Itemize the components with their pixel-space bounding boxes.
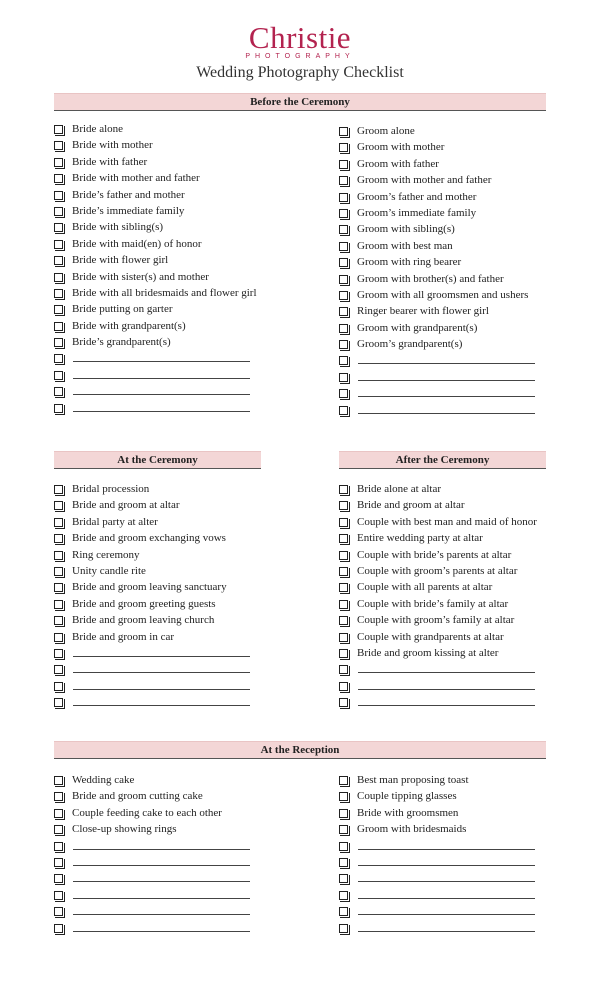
checklist-item — [339, 530, 579, 546]
checkbox[interactable] — [339, 891, 348, 900]
checkbox[interactable] — [339, 143, 348, 152]
checklist-item-label: Bridal procession — [72, 483, 150, 495]
blank-write-in-line[interactable] — [358, 413, 535, 414]
checklist-item — [339, 205, 579, 221]
checklist-item — [54, 269, 314, 285]
checklist-item-label: Groom with mother — [357, 141, 445, 154]
checkbox[interactable] — [54, 207, 63, 216]
checklist-item-label: Bride putting on garter — [72, 303, 173, 316]
checkbox[interactable] — [54, 600, 63, 609]
checklist-item — [339, 385, 579, 401]
checkbox[interactable] — [339, 858, 348, 867]
section-heading-reception: At the Reception — [54, 741, 546, 759]
checklist-item-label: Groom’s grandparent(s) — [357, 338, 463, 351]
checklist-item-label: Groom with ring bearer — [357, 256, 462, 269]
checklist-item — [339, 369, 579, 385]
checklist-item — [54, 219, 314, 235]
blank-write-in-line[interactable] — [358, 849, 535, 850]
checkbox[interactable] — [339, 356, 348, 365]
checklist-item — [54, 629, 314, 645]
checkbox[interactable] — [54, 191, 63, 200]
checklist-item-label: Groom with all groomsmen and ushers — [357, 288, 529, 301]
checklist-item — [339, 678, 579, 694]
checkbox[interactable] — [339, 340, 348, 349]
checklist-item-label: Groom’s father and mother — [357, 190, 477, 203]
checklist-item-label: Couple with bride’s family at altar — [357, 597, 509, 610]
reception-right-list — [339, 772, 579, 936]
checkbox[interactable] — [339, 275, 348, 284]
checkbox[interactable] — [339, 160, 348, 169]
checklist-item-label: Bride and groom greeting guests — [72, 597, 216, 610]
checkbox[interactable] — [54, 371, 63, 380]
checklist-item — [54, 870, 314, 886]
checklist-item-label: Groom with best man — [357, 239, 453, 252]
blank-write-in-line[interactable] — [358, 672, 535, 673]
checklist-item-label: Unity candle rite — [72, 564, 146, 577]
blank-write-in-line[interactable] — [73, 361, 250, 362]
checkbox[interactable] — [54, 924, 63, 933]
checkbox[interactable] — [339, 551, 348, 560]
checklist-item — [339, 336, 579, 352]
checklist-item — [339, 805, 579, 821]
blank-write-in-line[interactable] — [358, 865, 535, 866]
checklist-item-label: Bride and groom leaving sanctuary — [72, 581, 227, 594]
checkbox[interactable] — [54, 354, 63, 363]
checklist-item-label: Bride with sibling(s) — [72, 221, 164, 234]
checklist-item — [54, 170, 314, 186]
checkbox[interactable] — [54, 305, 63, 314]
checklist-item — [339, 870, 579, 886]
checklist-item-label: Bride and groom at altar — [72, 499, 180, 512]
checkbox[interactable] — [54, 616, 63, 625]
blank-write-in-line[interactable] — [73, 411, 250, 412]
checklist-item-label: Wedding cake — [72, 774, 135, 786]
checklist-item — [339, 320, 579, 336]
blank-write-in-line[interactable] — [358, 931, 535, 932]
checklist-item-label: Couple with best man and maid of honor — [357, 515, 537, 528]
checkbox[interactable] — [339, 825, 348, 834]
checklist-item — [54, 805, 314, 821]
checklist-item — [339, 172, 579, 188]
checkbox[interactable] — [54, 223, 63, 232]
checkbox[interactable] — [339, 698, 348, 707]
checklist-item — [339, 271, 579, 287]
checklist-item — [54, 903, 314, 919]
checklist-item — [54, 645, 314, 661]
checklist-item-label: Bride and groom exchanging vows — [72, 532, 226, 545]
checklist-item — [54, 121, 314, 137]
checklist-item — [54, 350, 314, 366]
blank-write-in-line[interactable] — [358, 380, 535, 381]
section-heading-after-ceremony: After the Ceremony — [339, 451, 546, 469]
checklist-item — [339, 563, 579, 579]
checkbox[interactable] — [54, 583, 63, 592]
blank-write-in-line[interactable] — [73, 865, 250, 866]
checklist-item-label: Bride alone — [72, 123, 124, 135]
checklist-item-label: Groom with brother(s) and father — [357, 272, 504, 285]
checklist-item — [339, 661, 579, 677]
checkbox[interactable] — [54, 567, 63, 576]
checkbox[interactable] — [339, 242, 348, 251]
checklist-item — [54, 301, 314, 317]
blank-write-in-line[interactable] — [73, 931, 250, 932]
checklist-item-label: Bride and groom kissing at alter — [357, 646, 499, 659]
checkbox[interactable] — [54, 387, 63, 396]
checkbox[interactable] — [339, 373, 348, 382]
checklist-item-label: Bride with groomsmen — [357, 806, 459, 819]
checkbox[interactable] — [54, 322, 63, 331]
checkbox[interactable] — [54, 174, 63, 183]
checklist-item-label: Entire wedding party at altar — [357, 532, 483, 545]
checkbox[interactable] — [54, 501, 63, 510]
checkbox[interactable] — [339, 809, 348, 818]
blank-write-in-line[interactable] — [73, 378, 250, 379]
blank-write-in-line[interactable] — [358, 898, 535, 899]
checklist-item-label: Bride and groom in car — [72, 630, 175, 643]
checkbox[interactable] — [54, 404, 63, 413]
checklist-item — [54, 563, 314, 579]
checkbox[interactable] — [339, 649, 348, 658]
checkbox[interactable] — [339, 307, 348, 316]
checkbox[interactable] — [54, 158, 63, 167]
checkbox[interactable] — [339, 600, 348, 609]
checklist-item — [54, 154, 314, 170]
checklist-item-label: Couple feeding cake to each other — [72, 806, 222, 819]
checklist-item — [339, 645, 579, 661]
checklist-item — [339, 497, 579, 513]
checkbox[interactable] — [339, 665, 348, 674]
checkbox[interactable] — [54, 665, 63, 674]
checkbox[interactable] — [54, 907, 63, 916]
checklist-item-label: Groom with grandparent(s) — [357, 321, 478, 334]
checklist-item — [339, 596, 579, 612]
checkbox[interactable] — [339, 225, 348, 234]
checklist-item — [54, 596, 314, 612]
blank-write-in-line[interactable] — [73, 689, 250, 690]
checklist-item-label: Bride and groom at altar — [357, 499, 465, 512]
checklist-item — [54, 137, 314, 153]
checklist-item-label: Couple with groom’s parents at altar — [357, 564, 518, 577]
checkbox[interactable] — [54, 551, 63, 560]
checkbox[interactable] — [54, 485, 63, 494]
checklist-item-label: Close-up showing rings — [72, 823, 177, 836]
checklist-item — [54, 285, 314, 301]
blank-write-in-line[interactable] — [73, 881, 250, 882]
checklist-item-label: Bride and groom leaving church — [72, 614, 215, 627]
checklist-item — [339, 887, 579, 903]
logo-wordmark: Christie — [248, 20, 352, 55]
checkbox[interactable] — [339, 907, 348, 916]
checkbox[interactable] — [54, 649, 63, 658]
checkbox[interactable] — [54, 825, 63, 834]
checkbox[interactable] — [339, 567, 348, 576]
checklist-item — [54, 838, 314, 854]
checklist-item — [54, 383, 314, 399]
checkbox[interactable] — [54, 273, 63, 282]
checklist-item-label: Couple with groom’s family at altar — [357, 614, 515, 627]
checklist-item-label: Groom with bridesmaids — [357, 823, 467, 836]
checklist-item — [54, 203, 314, 219]
checklist-item-label: Couple with grandparents at altar — [357, 630, 504, 643]
logo — [0, 22, 600, 61]
checkbox[interactable] — [339, 792, 348, 801]
checklist-item — [54, 661, 314, 677]
checklist-item-label: Ringer bearer with flower girl — [357, 305, 489, 318]
checklist-item — [339, 854, 579, 870]
checklist-item — [54, 612, 314, 628]
checklist-item-label: Bride’s immediate family — [72, 204, 185, 217]
reception-left-list — [54, 772, 314, 936]
checklist-item-label: Bride alone at altar — [357, 483, 441, 495]
checkbox[interactable] — [339, 924, 348, 933]
checklist-item — [339, 629, 579, 645]
checkbox[interactable] — [339, 258, 348, 267]
after-ceremony-list — [339, 481, 579, 710]
checklist-item — [54, 400, 314, 416]
checklist-item — [339, 821, 579, 837]
checklist-item — [339, 772, 579, 788]
checklist-item — [339, 612, 579, 628]
checkbox[interactable] — [339, 842, 348, 851]
before-ceremony-groom-list — [339, 123, 579, 418]
checkbox[interactable] — [54, 698, 63, 707]
blank-write-in-line[interactable] — [73, 672, 250, 673]
checklist-item — [339, 920, 579, 936]
checklist-item — [339, 481, 579, 497]
checklist-item — [54, 497, 314, 513]
checkbox[interactable] — [54, 289, 63, 298]
checkbox[interactable] — [339, 518, 348, 527]
at-ceremony-list — [54, 481, 314, 710]
checkbox[interactable] — [54, 858, 63, 867]
checkbox[interactable] — [339, 209, 348, 218]
checklist-item-label: Bride with grandparent(s) — [72, 319, 186, 332]
checkbox[interactable] — [339, 583, 348, 592]
checklist-item — [54, 514, 314, 530]
blank-write-in-line[interactable] — [358, 914, 535, 915]
checkbox[interactable] — [54, 809, 63, 818]
checkbox[interactable] — [54, 534, 63, 543]
checklist-item — [54, 367, 314, 383]
checklist-item — [54, 334, 314, 350]
checklist-item-label: Bride with mother and father — [72, 172, 200, 185]
checkbox[interactable] — [339, 406, 348, 415]
checkbox[interactable] — [54, 891, 63, 900]
checklist-item — [54, 772, 314, 788]
checklist-item — [54, 318, 314, 334]
checklist-item — [54, 854, 314, 870]
checklist-item-label: Bride’s grandparent(s) — [72, 336, 171, 349]
blank-write-in-line[interactable] — [358, 396, 535, 397]
checklist-item — [339, 352, 579, 368]
checklist-item — [54, 547, 314, 563]
checklist-item-label: Couple with bride’s parents at altar — [357, 548, 512, 561]
checkbox[interactable] — [54, 518, 63, 527]
checklist-item — [54, 579, 314, 595]
blank-write-in-line[interactable] — [73, 914, 250, 915]
checkbox[interactable] — [339, 485, 348, 494]
checklist-item — [54, 788, 314, 804]
checklist-item-label: Groom’s immediate family — [357, 206, 477, 219]
checkbox[interactable] — [339, 324, 348, 333]
checkbox[interactable] — [54, 842, 63, 851]
checkbox[interactable] — [54, 776, 63, 785]
checklist-item — [339, 189, 579, 205]
checklist-item — [339, 788, 579, 804]
checklist-item-label: Bride with sister(s) and mother — [72, 270, 209, 283]
checklist-item-label: Groom alone — [357, 125, 415, 137]
checkbox[interactable] — [339, 534, 348, 543]
checklist-item-label: Bride with maid(en) of honor — [72, 237, 202, 250]
checklist-item — [339, 303, 579, 319]
checkbox[interactable] — [339, 291, 348, 300]
checkbox[interactable] — [339, 501, 348, 510]
checkbox[interactable] — [54, 874, 63, 883]
checklist-item — [54, 887, 314, 903]
checklist-item — [54, 920, 314, 936]
checkbox[interactable] — [54, 125, 63, 134]
checklist-item-label: Couple tipping glasses — [357, 790, 457, 803]
blank-write-in-line[interactable] — [73, 849, 250, 850]
checklist-item — [339, 139, 579, 155]
checklist-item — [339, 123, 579, 139]
checkbox[interactable] — [54, 240, 63, 249]
checklist-item — [339, 903, 579, 919]
checkbox[interactable] — [339, 874, 348, 883]
checklist-item-label: Bride with mother — [72, 139, 153, 152]
checklist-item — [339, 547, 579, 563]
checklist-item — [339, 238, 579, 254]
checkbox[interactable] — [54, 141, 63, 150]
checklist-item-label: Bride with all bridesmaids and flower girl — [72, 286, 257, 299]
checkbox[interactable] — [339, 616, 348, 625]
checkbox[interactable] — [54, 338, 63, 347]
checklist-item — [54, 821, 314, 837]
checklist-item — [339, 579, 579, 595]
checklist-item — [339, 156, 579, 172]
checkbox[interactable] — [54, 682, 63, 691]
checkbox[interactable] — [339, 633, 348, 642]
checklist-item — [339, 221, 579, 237]
checklist-item-label: Bride and groom cutting cake — [72, 790, 203, 803]
checkbox[interactable] — [54, 633, 63, 642]
blank-write-in-line[interactable] — [73, 705, 250, 706]
blank-write-in-line[interactable] — [358, 881, 535, 882]
checklist-item-label: Best man proposing toast — [357, 774, 469, 786]
checklist-item — [339, 694, 579, 710]
blank-write-in-line[interactable] — [358, 705, 535, 706]
blank-write-in-line[interactable] — [73, 898, 250, 899]
checkbox[interactable] — [339, 176, 348, 185]
checklist-item-label: Bride with flower girl — [72, 254, 169, 267]
section-heading-at-ceremony: At the Ceremony — [54, 451, 261, 469]
before-ceremony-bride-list — [54, 121, 314, 416]
blank-write-in-line[interactable] — [73, 656, 250, 657]
checklist-item — [339, 514, 579, 530]
checklist-item — [54, 694, 314, 710]
checkbox[interactable] — [339, 389, 348, 398]
page-title: Wedding Photography Checklist — [196, 64, 404, 81]
checklist-item — [54, 252, 314, 268]
logo-subtitle: PHOTOGRAPHY — [245, 53, 355, 60]
checkbox[interactable] — [339, 193, 348, 202]
checklist-item — [339, 402, 579, 418]
checklist-item-label: Bride’s father and mother — [72, 188, 185, 201]
checklist-item-label: Bridal party at alter — [72, 515, 158, 528]
section-heading-before-ceremony: Before the Ceremony — [54, 93, 546, 111]
checklist-item-label: Groom with father — [357, 157, 439, 170]
checklist-item — [54, 678, 314, 694]
checkbox[interactable] — [339, 776, 348, 785]
checklist-item — [54, 236, 314, 252]
checklist-item-label: Couple with all parents at altar — [357, 581, 493, 594]
checklist-item — [339, 254, 579, 270]
checklist-item — [339, 838, 579, 854]
checklist-item-label: Groom with mother and father — [357, 174, 492, 187]
checkbox[interactable] — [339, 682, 348, 691]
checklist-item — [54, 530, 314, 546]
checklist-item-label: Ring ceremony — [72, 548, 140, 561]
checklist-item — [54, 481, 314, 497]
blank-write-in-line[interactable] — [358, 363, 535, 364]
checklist-item — [54, 187, 314, 203]
checkbox[interactable] — [54, 792, 63, 801]
blank-write-in-line[interactable] — [358, 689, 535, 690]
checklist-item — [339, 287, 579, 303]
checklist-item-label: Bride with father — [72, 155, 148, 168]
checklist-item-label: Groom with sibling(s) — [357, 223, 455, 236]
blank-write-in-line[interactable] — [73, 394, 250, 395]
checkbox[interactable] — [54, 256, 63, 265]
checkbox[interactable] — [339, 127, 348, 136]
